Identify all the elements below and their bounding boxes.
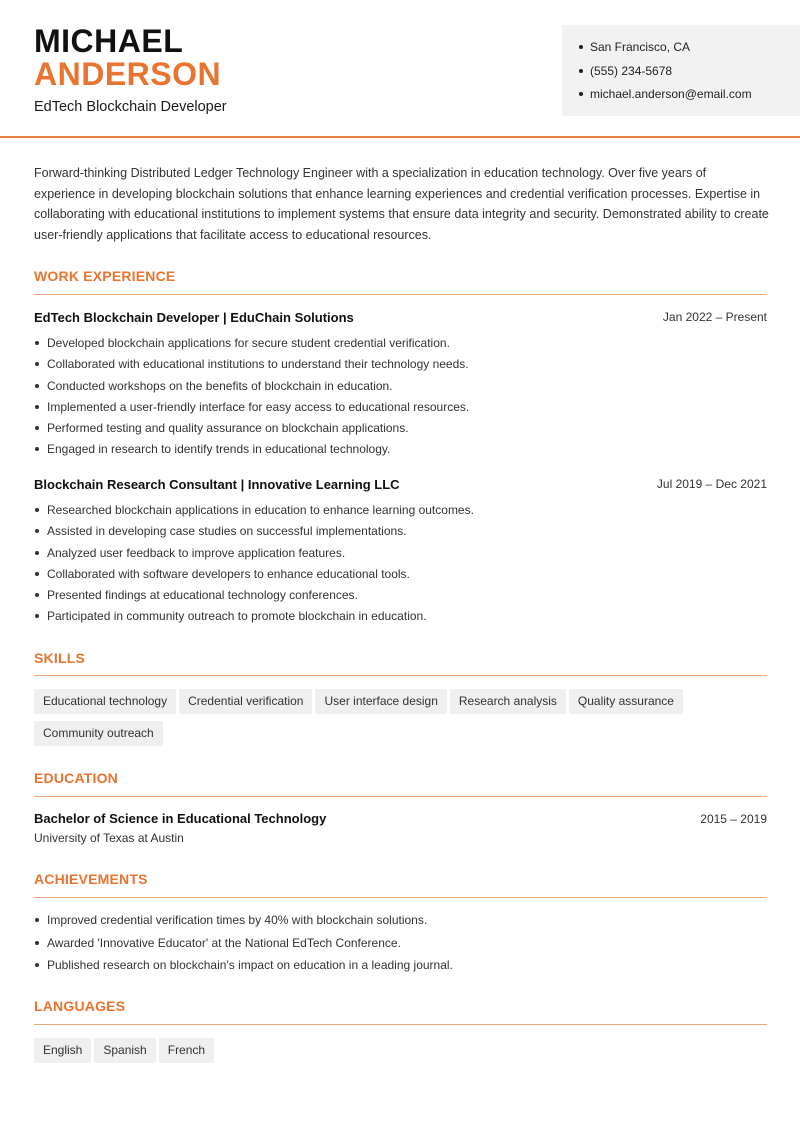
contact-email: michael.anderson@email.com: [579, 86, 752, 110]
list-item: Collaborated with educational institutions to understand their technology needs.: [34, 356, 767, 377]
job-dates: Jul 2019 – Dec 2021: [656, 477, 767, 491]
contact-list: [579, 39, 752, 110]
language-tag: English: [34, 1038, 91, 1063]
skill-tag: User interface design: [315, 689, 446, 714]
skill-tag: Research analysis: [450, 689, 566, 714]
skills-heading: SKILLS: [34, 650, 85, 666]
skill-tag: Credential verification: [179, 689, 312, 714]
language-tags: [34, 1038, 767, 1070]
education-heading: EDUCATION: [34, 770, 118, 786]
headline-title: EdTech Blockchain Developer: [34, 99, 227, 115]
languages-heading: LANGUAGES: [34, 998, 126, 1014]
job-bullets-2: [34, 502, 767, 630]
achievements-heading: ACHIEVEMENTS: [34, 871, 148, 887]
resume-header: [0, 0, 800, 138]
last-name: ANDERSON: [34, 56, 222, 92]
list-item: Participated in community outreach to promote blockchain in education.: [34, 608, 767, 629]
work-experience-heading: WORK EXPERIENCE: [34, 268, 176, 284]
skill-tag: Educational technology: [34, 689, 176, 714]
contact-phone: (555) 234-5678: [579, 63, 752, 87]
section-divider: [34, 897, 767, 898]
job-dates: Jan 2022 – Present: [662, 310, 767, 324]
contact-location: San Francisco, CA: [579, 39, 752, 63]
language-tag: Spanish: [94, 1038, 155, 1063]
achievements-list: [34, 912, 767, 980]
language-tag: French: [159, 1038, 214, 1063]
list-item: Assisted in developing case studies on successful implementations.: [34, 523, 767, 544]
list-item: Collaborated with software developers to enhance educational tools.: [34, 566, 767, 587]
list-item: Improved credential verification times by 40% with blockchain solutions.: [34, 912, 767, 935]
list-item: Performed testing and quality assurance on blockchain applications.: [34, 420, 767, 441]
section-divider: [34, 675, 767, 676]
list-item: Developed blockchain applications for secure student credential verification.: [34, 335, 767, 356]
education-degree: Bachelor of Science in Educational Technology: [34, 811, 327, 826]
list-item: Presented findings at educational technology conferences.: [34, 587, 767, 608]
list-item: Conducted workshops on the benefits of blockchain in education.: [34, 378, 767, 399]
skill-tag: Community outreach: [34, 721, 163, 746]
list-item: Awarded 'Innovative Educator' at the National EdTech Conference.: [34, 935, 767, 958]
summary-paragraph: Forward-thinking Distributed Ledger Technology Engineer with a specialization in education technology. Over five years of experience in developing blockchain solutions that enhance learning experiences and credential verification processes. Expertise in collaborating with educational institutions to implement systems that ensure data integrity and security. Demonstrated ability to create user-friendly applications that facilitate access to educational resources.: [34, 166, 769, 243]
job-role: Blockchain Research Consultant | Innovative Learning LLC: [34, 477, 400, 492]
education-years: 2015 – 2019: [700, 812, 767, 826]
list-item: Researched blockchain applications in education to enhance learning outcomes.: [34, 502, 767, 523]
section-divider: [34, 1024, 767, 1025]
list-item: Published research on blockchain's impact on education in a leading journal.: [34, 957, 767, 980]
job-bullets-1: [34, 335, 767, 463]
skills-tags: [34, 689, 767, 753]
list-item: Engaged in research to identify trends in educational technology.: [34, 441, 767, 462]
section-divider: [34, 796, 767, 797]
job-header-2: [34, 477, 767, 495]
contact-box: [562, 25, 800, 116]
list-item: Analyzed user feedback to improve application features.: [34, 545, 767, 566]
job-role: EdTech Blockchain Developer | EduChain Solutions: [34, 310, 354, 325]
list-item: Implemented a user-friendly interface for easy access to educational resources.: [34, 399, 767, 420]
first-name: MICHAEL: [34, 23, 184, 59]
section-divider: [34, 294, 767, 295]
skill-tag: Quality assurance: [569, 689, 683, 714]
job-header-1: [34, 310, 767, 328]
education-school: University of Texas at Austin: [34, 831, 184, 845]
